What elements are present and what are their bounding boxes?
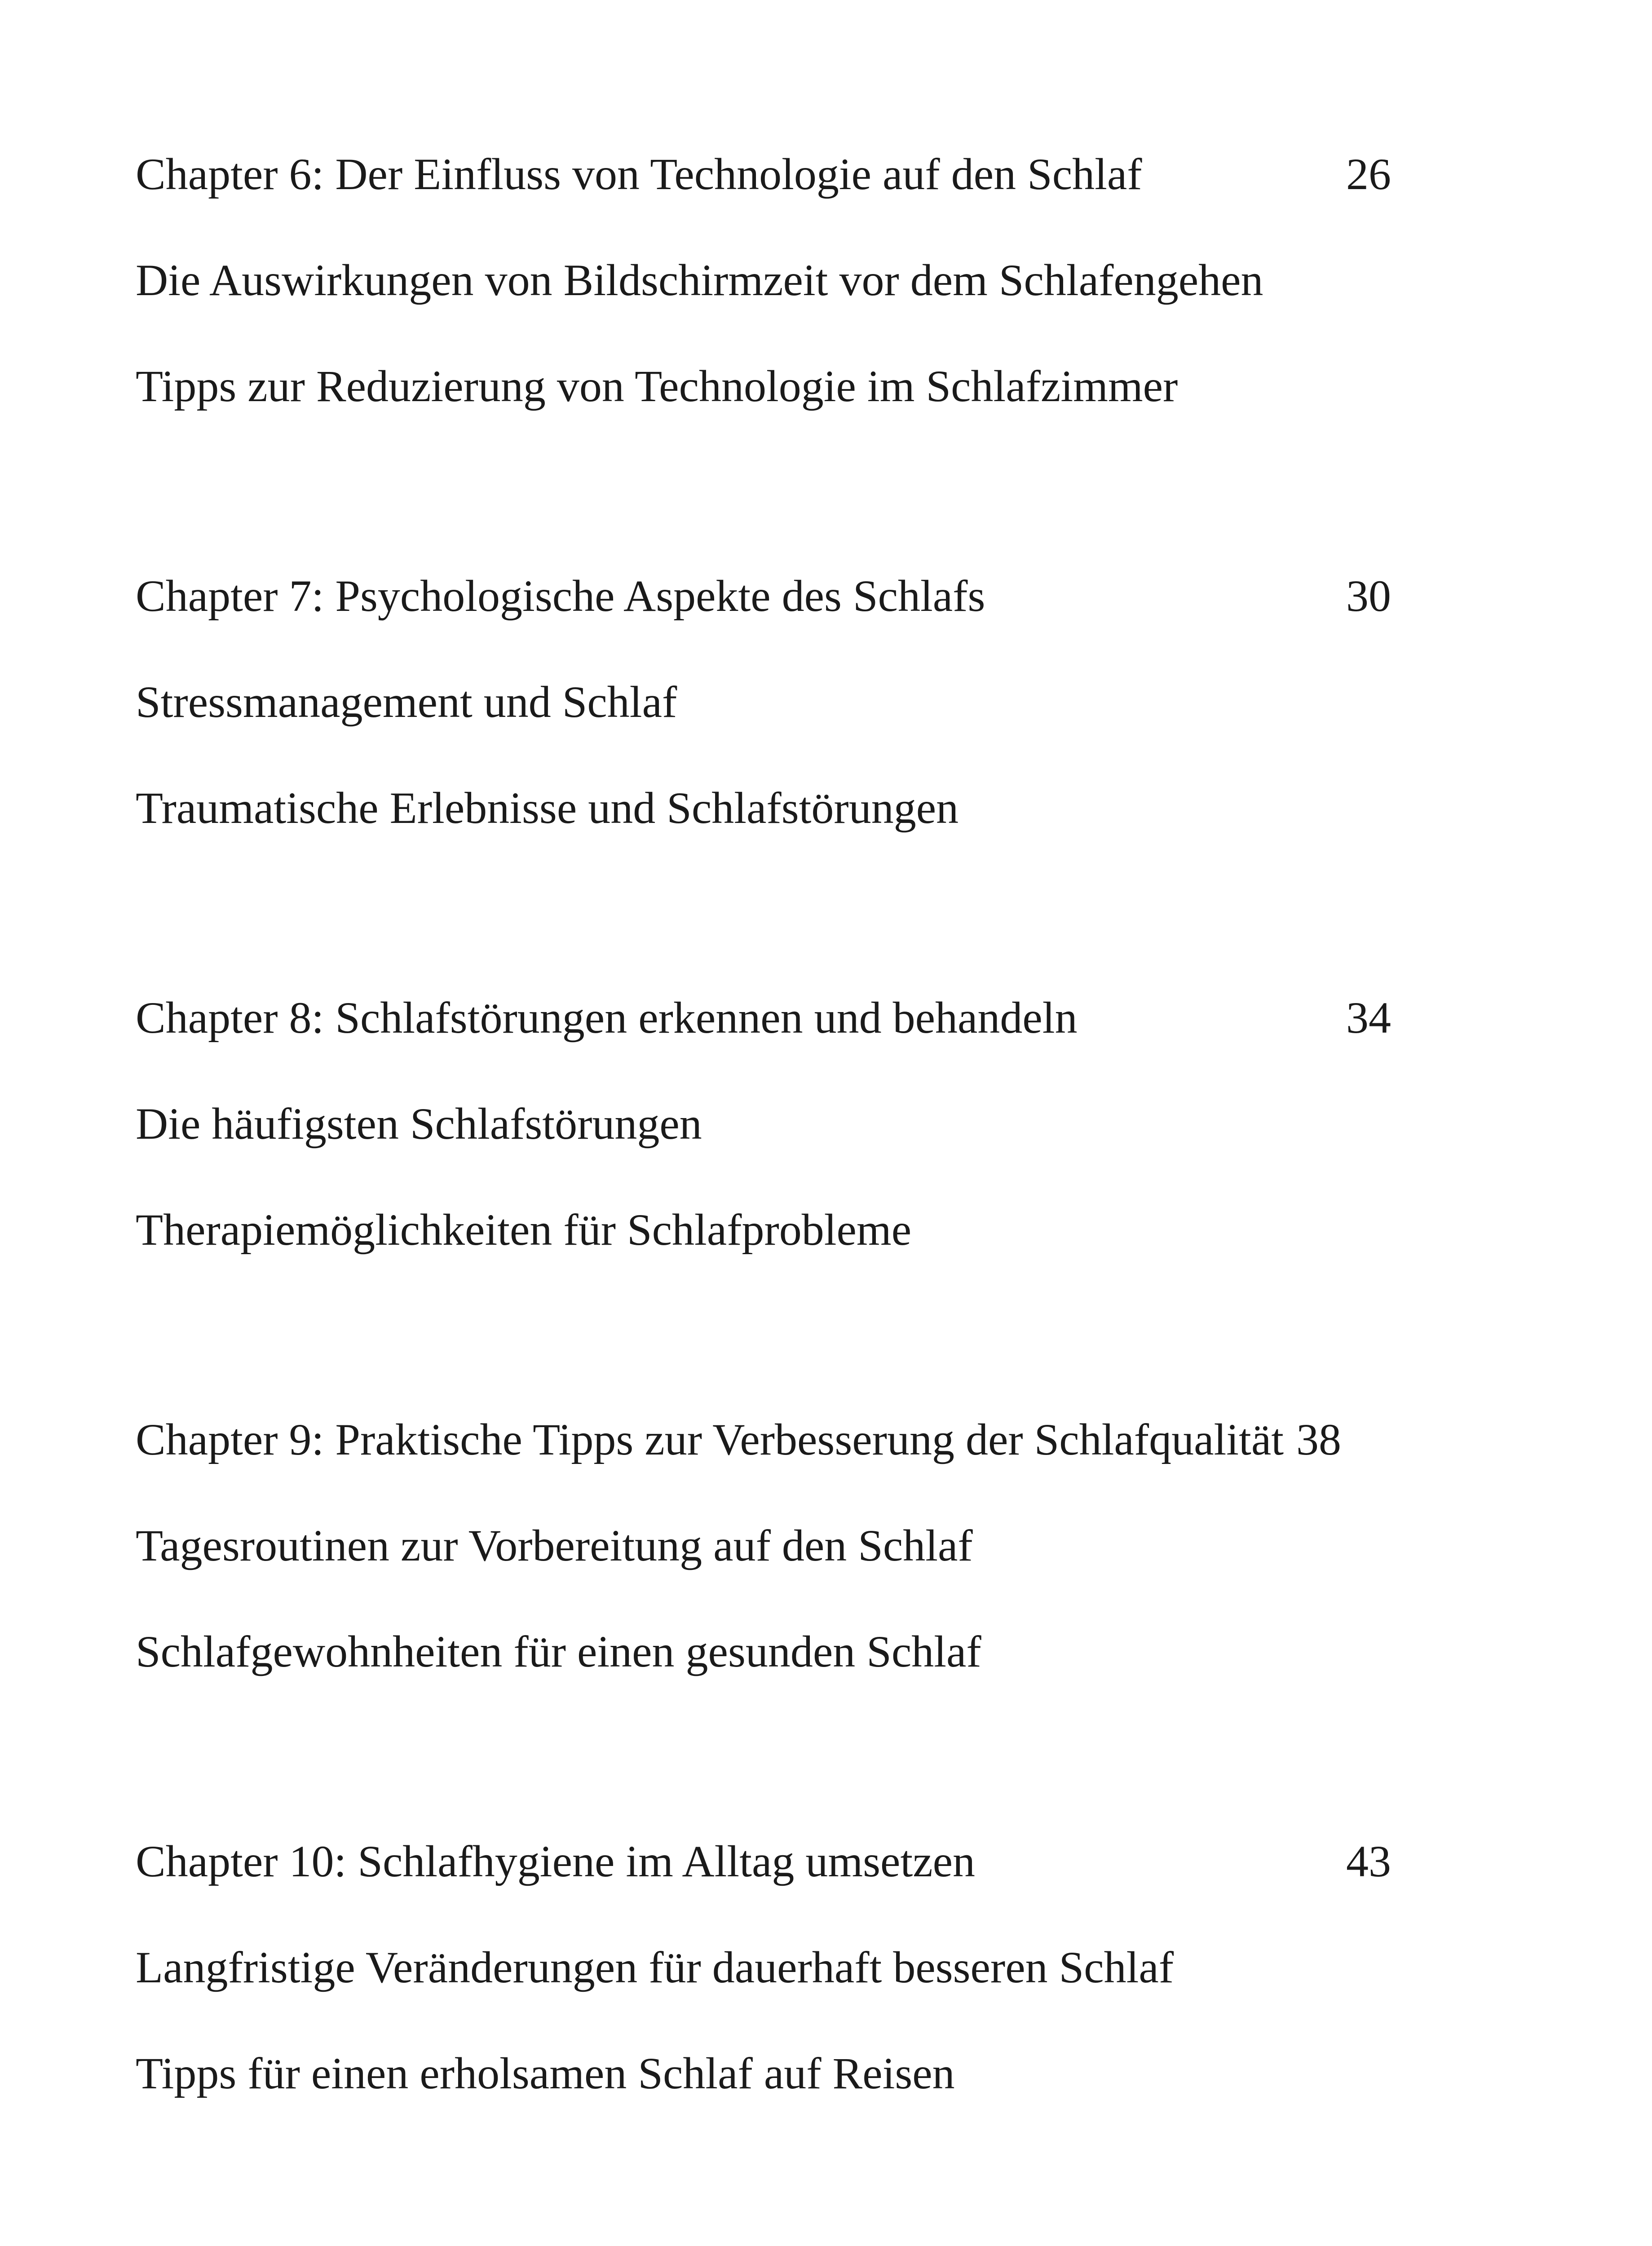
chapter-title: Chapter 6: Der Einfluss von Technologie auf den Schlaf <box>136 149 1142 199</box>
toc-chapter-8 <box>136 965 1483 1283</box>
chapter-page-number: 43 <box>1346 1836 1391 1886</box>
chapter-title: Chapter 8: Schlafstörungen erkennen und behandeln <box>136 993 1078 1043</box>
chapter-title: Chapter 7: Psychologische Aspekte des Schlafs <box>136 571 985 621</box>
table-of-contents <box>136 121 1483 2127</box>
chapter-heading <box>136 1387 1483 1493</box>
chapter-page-number: 34 <box>1346 993 1391 1043</box>
subsection-title: Therapiemöglichkeiten für Schlafprobleme <box>136 1205 912 1255</box>
chapter-title: Chapter 10: Schlafhygiene im Alltag umsetzen <box>136 1836 975 1886</box>
subsection-title: Tagesroutinen zur Vorbereitung auf den Schlaf <box>136 1521 973 1570</box>
toc-chapter-9 <box>136 1387 1483 1705</box>
chapter-page-number: 26 <box>1346 149 1391 199</box>
subsection-title: Tipps für einen erholsamen Schlaf auf Reisen <box>136 2048 955 2098</box>
chapter-title: Chapter 9: Praktische Tipps zur Verbesserung der Schlafqualität <box>136 1415 1284 1464</box>
subsection-title: Die Auswirkungen von Bildschirmzeit vor dem Schlafengehen <box>136 255 1263 305</box>
toc-chapter-10 <box>136 1808 1483 2127</box>
subsection-title: Traumatische Erlebnisse und Schlafstörungen <box>136 783 959 833</box>
chapter-heading <box>136 1808 1483 1914</box>
chapter-page-number: 30 <box>1346 571 1391 621</box>
chapter-heading <box>136 121 1483 227</box>
subsection-title: Tipps zur Reduzierung von Technologie im Schlafzimmer <box>136 361 1178 411</box>
toc-chapter-6 <box>136 121 1483 439</box>
subsection-title: Stressmanagement und Schlaf <box>136 677 677 727</box>
chapter-heading <box>136 543 1483 649</box>
subsection-title: Schlafgewohnheiten für einen gesunden Schlaf <box>136 1627 981 1676</box>
subsection-title: Langfristige Veränderungen für dauerhaft besseren Schlaf <box>136 1942 1174 1992</box>
subsection-title: Die häufigsten Schlafstörungen <box>136 1099 702 1149</box>
toc-chapter-7 <box>136 543 1483 861</box>
chapter-page-number: 38 <box>1296 1415 1342 1464</box>
chapter-heading <box>136 965 1483 1071</box>
